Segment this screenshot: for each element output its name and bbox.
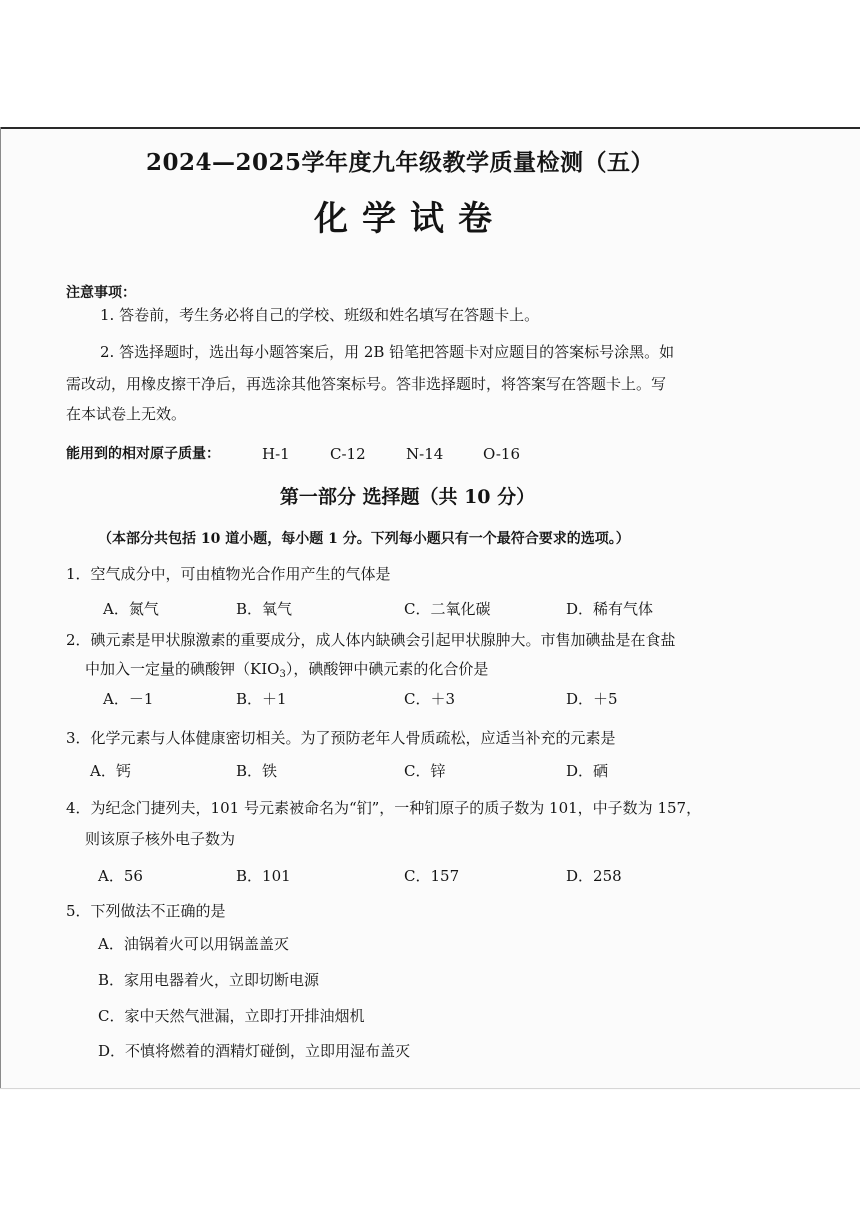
question-5-stem: 5．下列做法不正确的是 [66,902,226,920]
question-4-option-d: D．258 [566,867,622,885]
notice-item-2-line-2: 需改动，用橡皮擦干净后，再选涂其他答案标号。答非选择题时，将答案写在答题卡上。写 [66,375,667,393]
question-4-stem-line-2: 则该原子核外电子数为 [85,830,236,848]
sheet-left-edge [0,127,1,1088]
question-5-option-d: D．不慎将燃着的酒精灯碰倒，立即用湿布盖灭 [98,1042,411,1060]
notice-item-2-line-3: 在本试卷上无效。 [66,405,187,423]
question-1-stem: 1．空气成分中，可由植物光合作用产生的气体是 [66,565,391,583]
question-2-option-c: C．＋3 [404,690,456,708]
question-3-option-c: C．锌 [404,762,446,780]
section-note: （本部分共包括 10 道小题，每小题 1 分。下列每小题只有一个最符合要求的选项。） [98,531,630,547]
notice-item-2-line-1: 2. 答选择题时，选出每小题答案后，用 2B 铅笔把答题卡对应题目的答案标号涂黑。如 [100,343,675,361]
question-2-option-a: A．－1 [103,690,154,708]
atomic-mass-label: 能用到的相对原子质量： [66,446,220,462]
atomic-mass-n: N-14 [406,445,444,463]
question-2-stem-line-1: 2．碘元素是甲状腺激素的重要成分，成人体内缺碘会引起甲状腺肿大。市售加碘盐是在食盐 [66,631,676,649]
question-5-option-b: B．家用电器着火，立即切断电源 [98,971,320,989]
question-5-option-c: C．家中天然气泄漏，立即打开排油烟机 [98,1007,365,1025]
question-2-stem-line-2 [85,659,488,679]
question-4-option-b: B．101 [236,867,291,885]
atomic-mass-o: O-16 [483,445,521,463]
question-3-option-b: B．铁 [236,762,278,780]
question-4-option-c: C．157 [404,867,460,885]
question-1-option-c: C．二氧化碳 [404,600,491,618]
sheet-bottom-edge [0,1088,860,1089]
atomic-mass-h: H-1 [262,445,290,463]
question-3-option-a: A．钙 [90,762,131,780]
question-1-option-b: B．氧气 [236,600,293,618]
question-2-stem-line-2-post: ），碘酸钾中碘元素的化合价是 [285,660,489,678]
atomic-mass-c: C-12 [330,445,366,463]
question-1-option-a: A．氮气 [103,600,159,618]
subject-title: 化学试卷 [314,199,506,239]
question-5-option-a: A．油锅着火可以用锅盖盖灭 [98,935,289,953]
section-title: 第一部分 选择题（共 10 分） [279,486,536,508]
question-2-option-b: B．＋1 [236,690,287,708]
question-2-stem-line-2-pre: 中加入一定量的碘酸钾（KIO [85,660,280,678]
question-2-option-d: D．＋5 [566,690,618,708]
question-3-option-d: D．硒 [566,762,609,780]
question-4-option-a: A．56 [98,867,143,885]
exam-title: 2024—2025学年度九年级教学质量检测（五） [145,149,655,176]
notice-item-1: 1. 答卷前，考生务必将自己的学校、班级和姓名填写在答题卡上。 [100,306,540,324]
question-4-stem-line-1: 4．为纪念门捷列夫，101 号元素被命名为“钔”，一种钔原子的质子数为 101，中子数为 157， [66,799,702,817]
question-3-stem: 3．化学元素与人体健康密切相关。为了预防老年人骨质疏松，应适当补充的元素是 [66,729,616,747]
question-1-option-d: D．稀有气体 [566,600,654,618]
question-2-stem-subscript: 3 [279,669,286,680]
notice-label: 注意事项： [66,285,136,301]
